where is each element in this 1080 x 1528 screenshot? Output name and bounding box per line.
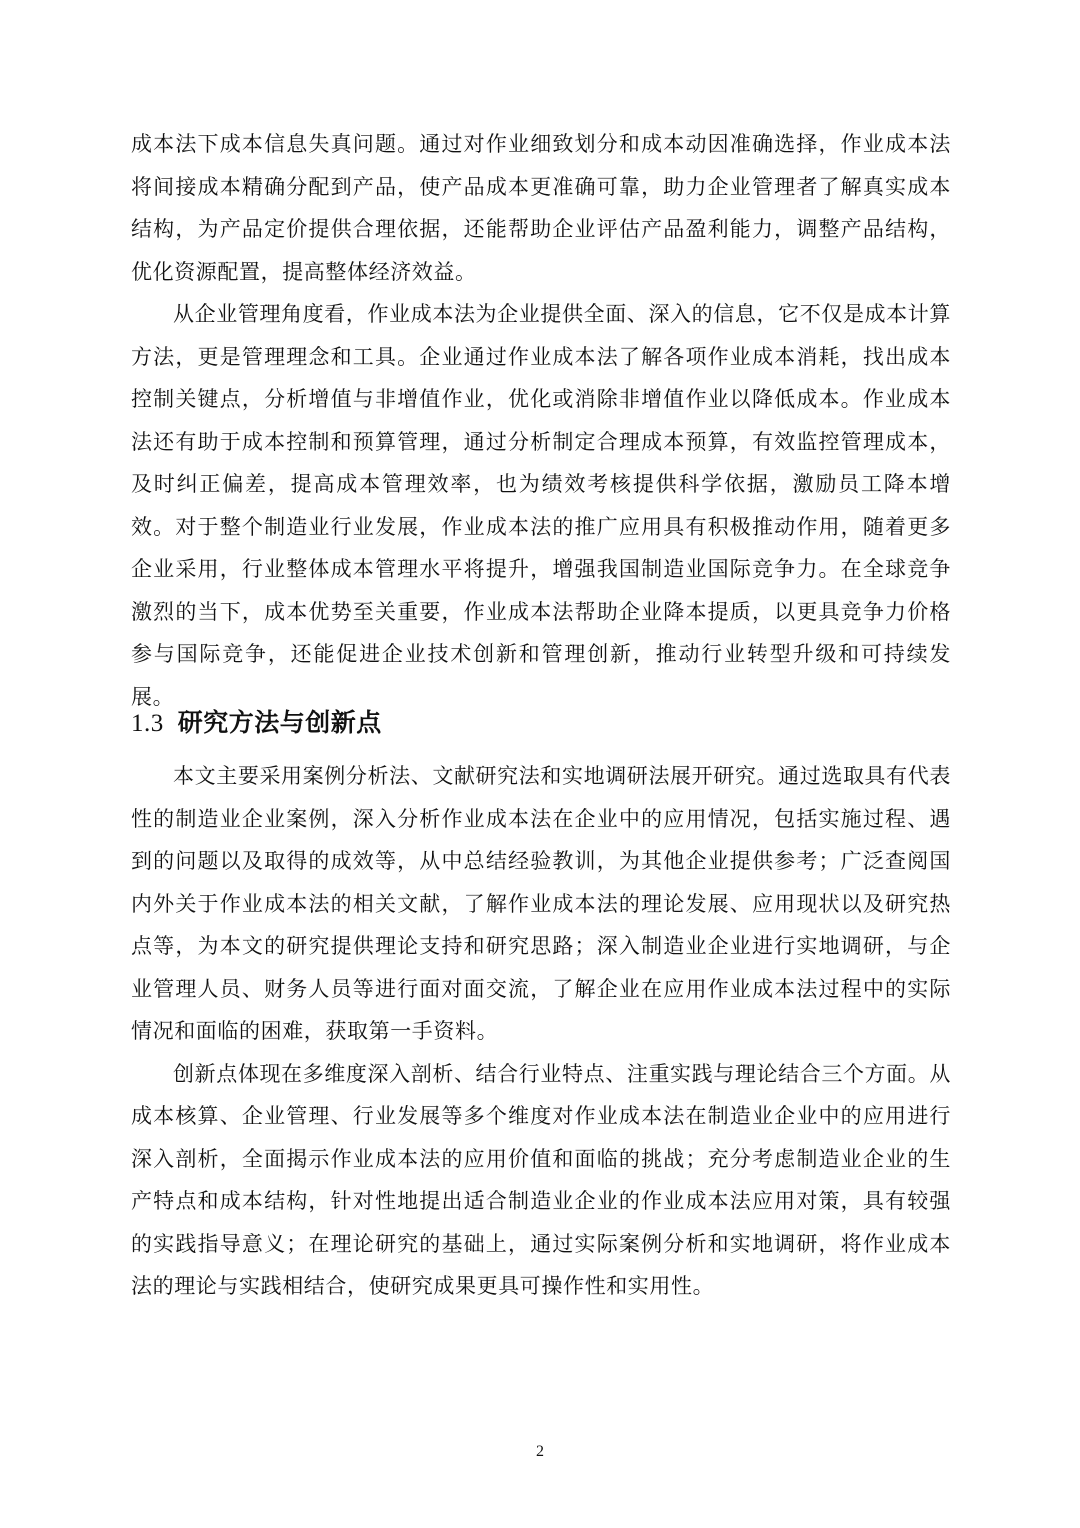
- section-1-3-text: [131, 755, 951, 1308]
- previous-section-text: [131, 123, 951, 718]
- page-number: 2: [536, 1443, 544, 1460]
- paragraph-continuation: 成本法下成本信息失真问题。通过对作业细致划分和成本动因准确选择，作业成本法将间接成本精确分配到产品，使产品成本更准确可靠，助力企业管理者了解真实成本结构，为产品定价提供合理依据，还能帮助企业评估产品盈利能力，调整产品结构，优化资源配置，提高整体经济效益。: [131, 132, 951, 284]
- paragraph-research-methods: 本文主要采用案例分析法、文献研究法和实地调研法展开研究。通过选取具有代表性的制造业企业案例，深入分析作业成本法在企业中的应用情况，包括实施过程、遇到的问题以及取得的成效等，从中总结经验教训，为其他企业提供参考；广泛查阅国内外关于作业成本法的相关文献，了解作业成本法的理论发展、应用现状以及研究热点等，为本文的研究提供理论支持和研究思路；深入制造业企业进行实地调研，与企业管理人员、财务人员等进行面对面交流，了解企业在应用作业成本法过程中的实际情况和面临的困难，获取第一手资料。: [131, 764, 951, 1043]
- section-title: 研究方法与创新点: [177, 708, 382, 737]
- section-heading: [131, 701, 382, 746]
- section-number: 1.3: [131, 710, 164, 737]
- paragraph-management-perspective: 从企业管理角度看，作业成本法为企业提供全面、深入的信息，它不仅是成本计算方法，更是管理理念和工具。企业通过作业成本法了解各项作业成本消耗，找出成本控制关键点，分析增值与非增值作业，优化或消除非增值作业以降低成本。作业成本法还有助于成本控制和预算管理，通过分析制定合理成本预算，有效监控管理成本，及时纠正偏差，提高成本管理效率，也为绩效考核提供科学依据，激励员工降本增效。对于整个制造业行业发展，作业成本法的推广应用具有积极推动作用，随着更多企业采用，行业整体成本管理水平将提升，增强我国制造业国际竞争力。在全球竞争激烈的当下，成本优势至关重要，作业成本法帮助企业降本提质，以更具竞争力价格参与国际竞争，还能促进企业技术创新和管理创新，推动行业转型升级和可持续发展。: [131, 302, 951, 709]
- paragraph-innovation-points: 创新点体现在多维度深入剖析、结合行业特点、注重实践与理论结合三个方面。从成本核算、企业管理、行业发展等多个维度对作业成本法在制造业企业中的应用进行深入剖析，全面揭示作业成本法的应用价值和面临的挑战；充分考虑制造业企业的生产特点和成本结构，针对性地提出适合制造业企业的作业成本法应用对策，具有较强的实践指导意义；在理论研究的基础上，通过实际案例分析和实地调研，将作业成本法的理论与实践相结合，使研究成果更具可操作性和实用性。: [131, 1061, 951, 1298]
